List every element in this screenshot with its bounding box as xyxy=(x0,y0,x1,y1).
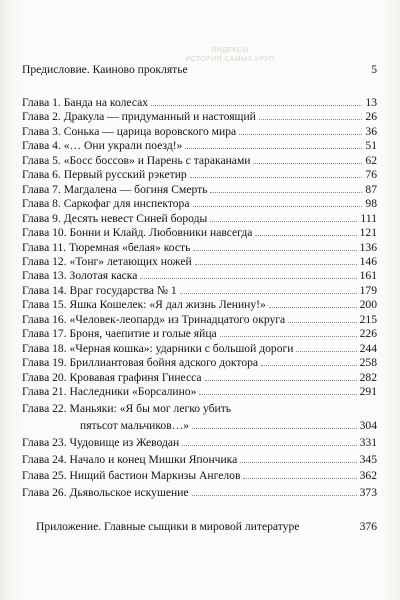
toc-entry-page: 13 xyxy=(365,96,377,109)
toc-entry-page: 76 xyxy=(365,168,377,182)
toc-entry-chapter[interactable] xyxy=(22,486,377,500)
toc-entry-label: Глава 20. Кровавая графиня Гинесса xyxy=(22,370,202,384)
toc-entry-page: 161 xyxy=(359,269,377,283)
toc-entry-page: 62 xyxy=(365,153,377,167)
toc-leader xyxy=(220,336,357,337)
toc-leader xyxy=(195,264,357,265)
toc-entry-label: Глава 26. Дьявольское искушение xyxy=(22,485,189,499)
toc-entry-page: 244 xyxy=(359,341,377,355)
toc-entry-chapter[interactable] xyxy=(22,212,377,226)
toc-entry-page: 5 xyxy=(371,63,377,76)
toc-entry-page: 376 xyxy=(359,520,377,533)
toc-entry-label: Глава 24. Начало и конец Мишки Япончика xyxy=(22,452,238,466)
toc-leader xyxy=(140,278,356,279)
toc-entry-label: Глава 19. Бриллиантовая бойня адского доктора xyxy=(22,356,259,370)
toc-entry-label: Глава 9. Десять невест Синей бороды xyxy=(22,211,208,225)
toc-leader xyxy=(190,177,363,178)
toc-entry-page: 331 xyxy=(359,436,377,449)
toc-entry-chapter[interactable] xyxy=(22,125,377,139)
bleed-through-line-1: ИНДЕКСЫ xyxy=(211,47,249,54)
toc-entry-label: Глава 7. Магдалена — богиня Смерть xyxy=(22,182,208,196)
toc-entry-page: 98 xyxy=(365,197,377,211)
toc-entry-label: Глава 10. Бонни и Клайд. Любовники навсегда xyxy=(22,226,253,240)
toc-leader xyxy=(192,495,357,496)
toc-entry-label: Глава 1. Банда на колесах xyxy=(22,96,149,109)
toc-entry-page: 200 xyxy=(359,298,377,312)
toc-entry-label-continuation: пятьсот мальчиков…» xyxy=(80,419,190,432)
toc-entry-chapter-22-continuation[interactable] xyxy=(80,419,377,433)
toc-entry-label: Глава 11. Тюремная «белая» кость xyxy=(22,240,191,254)
toc-leader xyxy=(259,119,363,120)
toc-entry-page: 373 xyxy=(359,485,377,499)
toc-entry-label: Глава 23. Чудовище из Жеводан xyxy=(22,436,180,449)
toc-entry-chapter[interactable] xyxy=(22,96,377,110)
toc-entry-chapter[interactable] xyxy=(22,241,377,255)
toc-leader xyxy=(240,462,356,463)
toc-entry-page: 258 xyxy=(359,356,377,370)
toc-entry-label: Глава 8. Саркофаг для инспектора xyxy=(22,197,190,211)
toc-entry-chapter[interactable] xyxy=(22,469,377,483)
toc-entry-label: Глава 13. Золотая каска xyxy=(22,269,138,283)
toc-leader xyxy=(261,365,357,366)
toc-entry-chapter[interactable] xyxy=(22,453,377,467)
toc-leader xyxy=(193,250,356,251)
toc-entry-label: Глава 6. Первый русский рэкетир xyxy=(22,168,187,182)
toc-entry-appendix[interactable] xyxy=(36,520,377,534)
toc-entry-chapter[interactable] xyxy=(22,197,377,211)
toc-entry-label: Глава 15. Яшка Кошелек: «Я дал жизнь Ленину!» xyxy=(22,298,266,312)
toc-entry-chapter[interactable] xyxy=(22,371,377,385)
bleed-through-line-2: ИСТОРИЯ САМЫХ КРУП xyxy=(185,56,275,63)
toc-entry-chapter-21[interactable] xyxy=(22,385,377,399)
toc-entry-label: Глава 12. «Тонг» летающих ножей xyxy=(22,254,192,268)
toc-entry-label: Глава 4. «… Они украли поезд!» xyxy=(22,139,183,153)
toc-entry-page: 111 xyxy=(360,211,377,225)
toc-leader xyxy=(182,445,356,446)
toc-leader xyxy=(269,307,357,308)
toc-entry-chapter[interactable] xyxy=(22,436,377,450)
toc-entry-page: 51 xyxy=(365,139,377,153)
toc-entry-page: 304 xyxy=(359,419,377,432)
toc-entry-page: 36 xyxy=(365,124,377,138)
toc-entry-chapter[interactable] xyxy=(22,226,377,240)
toc-entry-chapter[interactable] xyxy=(22,313,377,327)
toc-entry-chapter[interactable] xyxy=(22,255,377,269)
toc-entry-label: Глава 25. Нищий бастион Маркизы Ангелов xyxy=(22,469,241,483)
toc-entry-chapter[interactable] xyxy=(22,356,377,370)
toc-leader xyxy=(185,148,362,149)
toc-entry-label: Глава 5. «Босс боссов» и Парень с тараканами xyxy=(22,153,251,167)
toc-entry-chapter[interactable] xyxy=(22,110,377,124)
toc-entry-label: Предисловие. Каиново проклятье xyxy=(22,63,188,76)
toc-entry-page: 362 xyxy=(359,469,377,483)
toc-entry-page: 345 xyxy=(359,452,377,466)
toc-leader xyxy=(239,134,362,135)
toc-entry-chapter[interactable] xyxy=(22,154,377,168)
toc-entry-label: Глава 17. Броня, чаепитие и голые яйца xyxy=(22,327,217,341)
toc-entry-chapter[interactable] xyxy=(22,342,377,356)
toc-entry-label: Приложение. Главные сыщики в мировой литературе xyxy=(36,520,300,533)
toc-leader xyxy=(193,206,363,207)
toc-leader xyxy=(253,163,362,164)
toc-entry-chapter-22[interactable] xyxy=(22,402,377,416)
toc-entry-page: 87 xyxy=(365,182,377,196)
toc-entry-page: 136 xyxy=(359,240,377,254)
toc-leader xyxy=(288,322,356,323)
toc-entry-label: Глава 2. Дракула — придуманный и настоящий xyxy=(22,110,256,124)
toc-entry-label: Глава 14. Враг государства № 1 xyxy=(22,283,177,297)
toc-entry-chapter[interactable] xyxy=(22,269,377,283)
toc-leader xyxy=(199,394,356,395)
toc-entry-preface[interactable] xyxy=(22,63,377,77)
toc-leader xyxy=(192,428,357,429)
toc-leader xyxy=(151,105,362,106)
toc-entry-page: 146 xyxy=(359,254,377,268)
toc-entry-page: 215 xyxy=(359,312,377,326)
toc-leader xyxy=(210,192,362,193)
toc-leader xyxy=(210,221,357,222)
toc-leader xyxy=(296,351,356,352)
toc-entry-page: 179 xyxy=(359,283,377,297)
toc-entry-page: 226 xyxy=(359,327,377,341)
bleed-through-header xyxy=(170,46,290,64)
toc-leader xyxy=(243,478,356,479)
toc-entry-label: Глава 3. Сонька — царица воровского мира xyxy=(22,124,237,138)
toc-leader xyxy=(205,380,357,381)
toc-entry-page: 121 xyxy=(359,226,377,240)
toc-entry-chapter[interactable] xyxy=(22,327,377,341)
toc-entry-label: Глава 16. «Человек-леопард» из Тринадцатого округа xyxy=(22,312,286,326)
toc-entry-page: 282 xyxy=(359,370,377,384)
toc-entry-label: Глава 18. «Черная кошка»: ударники с большой дороги xyxy=(22,341,294,355)
toc-entry-label: Глава 22. Маньяки: «Я бы мог легко убить xyxy=(22,402,232,415)
toc-leader xyxy=(255,235,356,236)
toc-entry-chapter[interactable] xyxy=(22,139,377,153)
toc-entry-chapter[interactable] xyxy=(22,298,377,312)
toc-leader xyxy=(180,293,357,294)
toc-entry-chapter[interactable] xyxy=(22,284,377,298)
toc-entry-chapter[interactable] xyxy=(22,168,377,182)
toc-entry-page: 26 xyxy=(365,110,377,124)
toc-entry-label: Глава 21. Наследники «Борсалино» xyxy=(22,385,197,398)
toc-entry-chapter[interactable] xyxy=(22,183,377,197)
toc-entry-page: 291 xyxy=(359,385,377,398)
